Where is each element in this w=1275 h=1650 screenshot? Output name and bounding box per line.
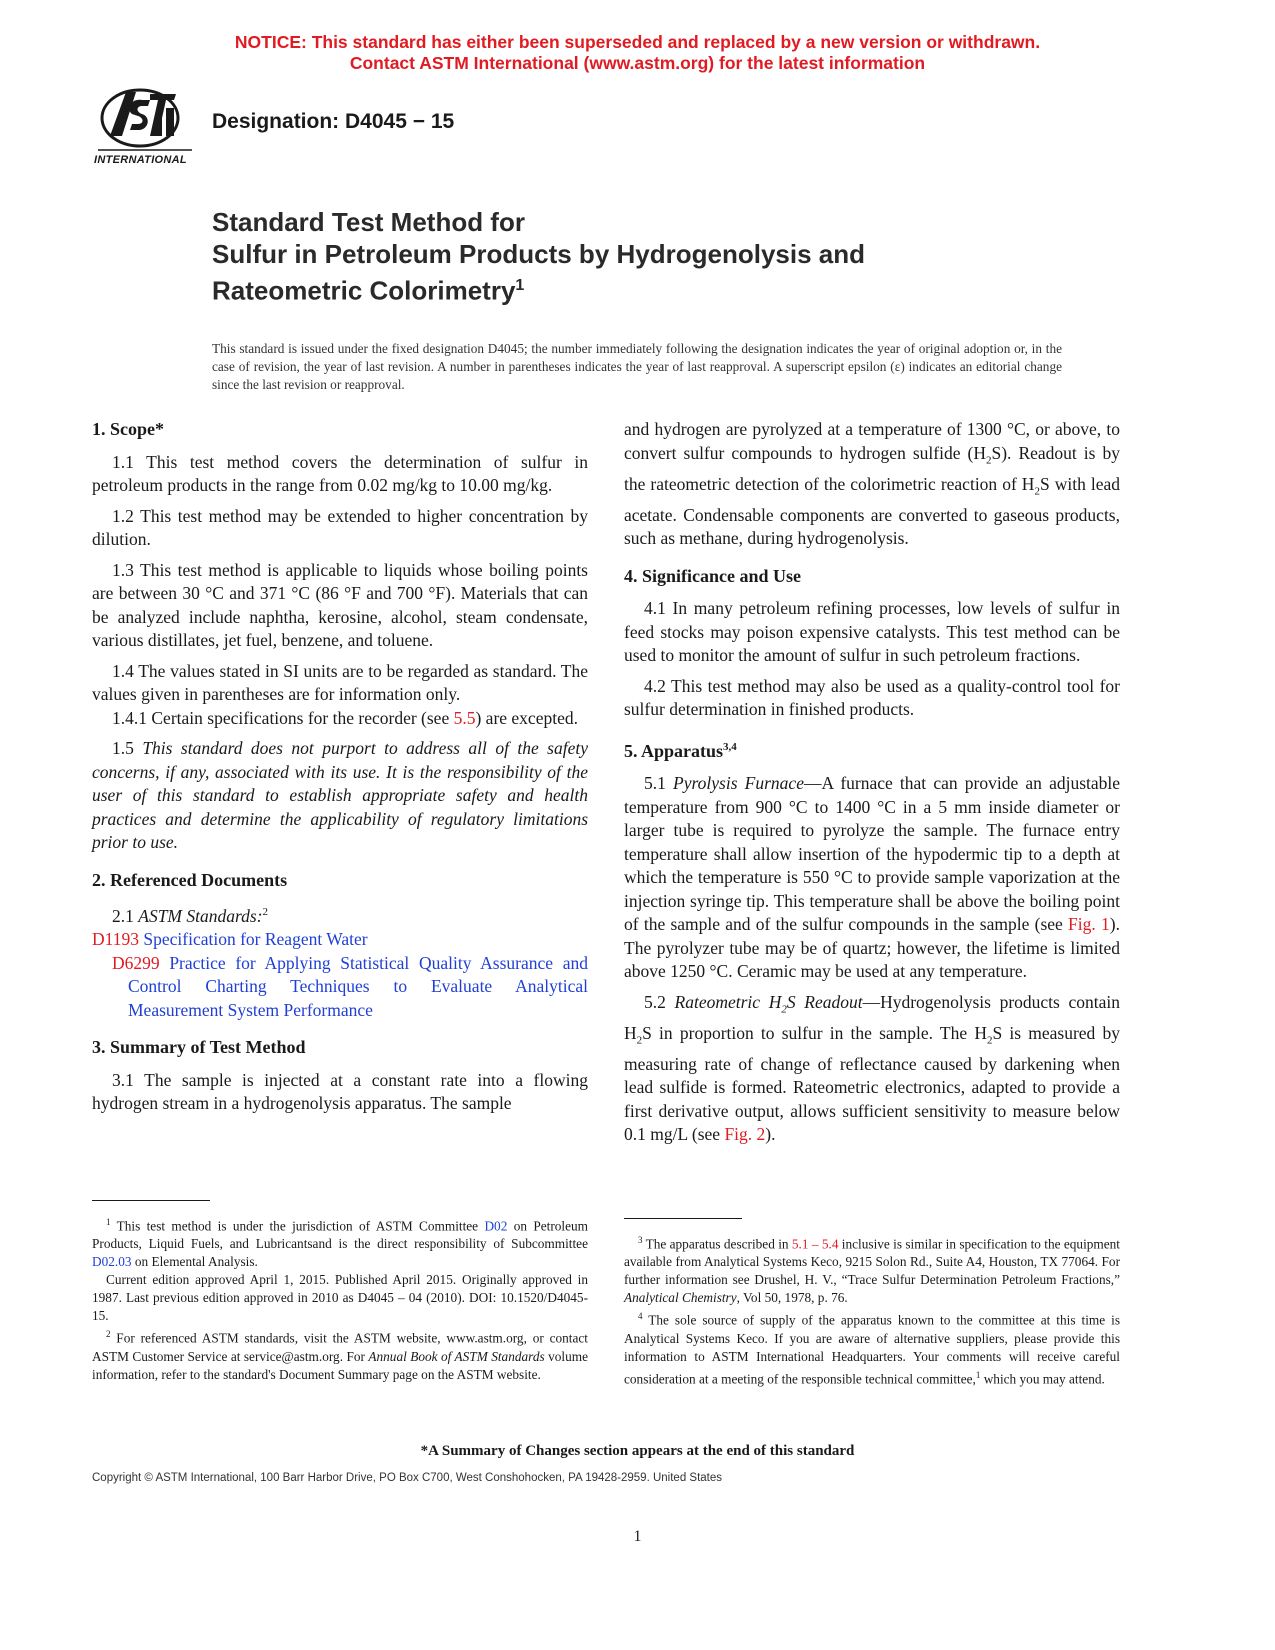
- designation: Designation: D4045 − 15: [212, 110, 455, 133]
- footnote-rule-left: [92, 1200, 210, 1201]
- para-1-4-1: 1.4.1 Certain specifications for the recorder (see 5.5) are excepted.: [112, 707, 578, 728]
- withdrawal-notice: [0, 32, 1275, 74]
- subcommittee-d02-03-link[interactable]: D02.03: [92, 1254, 132, 1270]
- para-1-3: 1.3 This test method is applicable to liquids whose boiling points are between 30 °C and 371 °C (86 °F and 700 °F). Materials that can be analyzed include naphtha, kerosine, alcohol, steam condensate, various distillates, jet fuel, benzene, and toluene.: [92, 559, 588, 650]
- ref-code[interactable]: D1193: [92, 929, 139, 950]
- footnote-2: $^2$ For referenced ASTM standards, visit the ASTM website, www.astm.org, or contact ASTM Customer Service at service@astm.org. For Annual Book of ASTM Standards volume information, refer to the standard's Document Summary page on the ASTM website.: [92, 1329, 588, 1382]
- section-referenced-documents-heading: 2. Referenced Documents: [92, 869, 288, 890]
- issuance-note: This standard is issued under the fixed designation D4045; the number immediately following the designation indicates the year of original adoption or, in the case of revision, the year of last revision. A number in parentheses indicates the year of last reapproval. A superscript epsilon (ε) indicates an editorial change since the last revision or reapproval.: [212, 341, 1062, 392]
- footnote-1-edition: Current edition approved April 1, 2015. Published April 2015. Originally approved in 1987. Last previous edition approved in 2010 as D4045 – 04 (2010). DOI: 10.1520/D4045-15.: [92, 1272, 588, 1324]
- para-5-1: 5.1 Pyrolysis Furnace—A furnace that can provide an adjustable temperature from 900 °C to 1400 °C in a 5 mm inside diameter or larger tube is required to pyrolyze the sample. The furnace entry temperature shall allow insertion of the hypodermic tip to a depth at which the temperature is 550 °C to provide sample vaporization at the injection syringe tip. This temperature shall be above the boiling point of the sample and of the sulfur compounds in the sample (see Fig. 1). The pyrolyzer tube may be of quartz; however, the lifetime is limited above 1250 °C. Ceramic may be used at any temperature.: [624, 773, 1121, 981]
- section-scope-heading: 1. Scope*: [92, 419, 164, 439]
- fig-1-link[interactable]: Fig. 1: [1068, 914, 1110, 934]
- para-5-2: 5.2 Rateometric $H_2S$ Readout—Hydrogenolysis products contain $H_2S$ in proportion to sulfur in the sample. The $H_2S$ is measured by measuring rate of change of reflectance caused by darkening when lead sulfide is formed. Rateometric electronics, adapted to provide a first derivative output, allows sufficient sensitivity to measure below 0.1 mg/L (see Fig. 2).: [624, 991, 1121, 1144]
- document-title: [212, 206, 865, 307]
- para-1-2: 1.2 This test method may be extended to higher concentration by dilution.: [92, 505, 588, 549]
- safety-caveat: This standard does not purport to address all of the safety concerns, if any, associated with its use. It is the responsibility of the user of this standard to establish appropriate safety and health practices and determine the applicability of regulatory limitations prior to use.: [92, 738, 589, 852]
- fig-2-link[interactable]: Fig. 2: [724, 1124, 766, 1144]
- para-1-4: 1.4 The values stated in SI units are to be regarded as standard. The values given in parentheses are for information only.: [92, 660, 588, 704]
- logo-caption: INTERNATIONAL: [94, 154, 187, 166]
- left-column: [92, 418, 588, 1123]
- ref-title[interactable]: Practice for Applying Statistical Quality Assurance and Control Charting Techniques to Evaluate Analytical Measurement System Performance: [128, 952, 588, 1020]
- astm-logo: [92, 84, 200, 174]
- para-1-1: 1.1 This test method covers the determination of sulfur in petroleum products in the range from 0.02 mg/kg to 10.00 mg/kg.: [92, 451, 588, 495]
- title-footnote-mark: 1: [515, 277, 525, 294]
- para-3-1: 3.1 The sample is injected at a constant rate into a flowing hydrogen stream in a hydrogenolysis apparatus. The sample: [92, 1069, 588, 1114]
- reference-d1193[interactable]: [92, 928, 588, 952]
- para-2-1: 2.1 ASTM Standards:$^2$: [112, 905, 269, 926]
- footnote-rule-right: [624, 1218, 742, 1219]
- notice-line-2: Contact ASTM International (www.astm.org) for the latest information: [349, 53, 926, 73]
- ref-code[interactable]: D6299: [112, 952, 160, 973]
- reference-d6299[interactable]: [92, 952, 588, 1023]
- ref-title[interactable]: Specification for Reagent Water: [139, 929, 368, 950]
- footnotes-right: [624, 1231, 1120, 1388]
- para-4-1: 4.1 In many petroleum refining processes, low levels of sulfur in feed stocks may poison expensive catalysts. This test method can be used to monitor the amount of sulfur in such petroleum fractions.: [624, 598, 1120, 665]
- footnote-4: $^4$ The sole source of supply of the apparatus known to the committee at this time is Analytical Systems Keco. If you are aware of alternative suppliers, please provide this information to ASTM International Headquarters. Your comments will receive careful consideration at a meeting of the responsible technical committee,$^1$ which you may attend.: [624, 1311, 1120, 1387]
- notice-line-1: NOTICE: This standard has either been superseded and replaced by a new version or withdrawn.: [234, 32, 1041, 52]
- copyright-line: Copyright © ASTM International, 100 Barr Harbor Drive, PO Box C700, West Conshohocken, PA 19428-2959. United States: [92, 1472, 723, 1484]
- title-line-2: Sulfur in Petroleum Products by Hydrogenolysis and: [212, 239, 865, 269]
- section-significance-heading: 4. Significance and Use: [624, 565, 802, 586]
- footnote-3: $^3$ The apparatus described in 5.1 – 5.4 inclusive is similar in specification to the equipment available from Analytical Systems Keco, 9215 Solon Rd., Suite A4, Houston, TX 77064. For further information see Drushel, H. V., “Trace Sulfur Determination Petroleum Fractions,” Analytical Chemistry, Vol 50, 1978, p. 76.: [624, 1235, 1121, 1306]
- para-1-5: 1.5 This standard does not purport to address all of the safety concerns, if any, associated with its use. It is the responsibility of the user of this standard to establish appropriate safety and health practices and determine the applicability of regulatory limitations prior to use.: [92, 738, 589, 852]
- footnote-1: $^1$ This test method is under the jurisdiction of ASTM Committee D02 on Petroleum Products, Liquid Fuels, and Lubricantsand is the direct responsibility of Subcommittee D02.03 on Elemental Analysis.: [92, 1217, 588, 1270]
- section-5-5-link[interactable]: 5.5: [453, 707, 476, 728]
- footnotes-left: [92, 1213, 588, 1384]
- para-3-1-continued: and hydrogen are pyrolyzed at a temperature of 1300 °C, or above, to convert sulfur compounds to hydrogen sulfide $(H_2S)$. Readout is by the rateometric detection of the colorimetric reaction of $H_2S$ with lead acetate. Condensable components are converted to gaseous products, such as methane, during hydrogenolysis.: [624, 419, 1120, 548]
- right-column: [624, 418, 1120, 1154]
- section-summary-heading: 3. Summary of Test Method: [92, 1037, 306, 1058]
- page-number: 1: [633, 1528, 642, 1545]
- summary-of-changes-note: *A Summary of Changes section appears at the end of this standard: [420, 1443, 855, 1459]
- title-line-1: Standard Test Method for: [212, 207, 525, 237]
- title-line-3: Rateometric Colorimetry: [212, 275, 516, 306]
- sections-5-1-5-4-link[interactable]: 5.1 – 5.4: [791, 1236, 839, 1252]
- para-4-2: 4.2 This test method may also be used as a quality-control tool for sulfur determination in finished products.: [624, 675, 1120, 719]
- section-apparatus-heading: 5. Apparatus$^{3,4}$: [624, 740, 737, 761]
- committee-d02-link[interactable]: D02: [484, 1218, 508, 1234]
